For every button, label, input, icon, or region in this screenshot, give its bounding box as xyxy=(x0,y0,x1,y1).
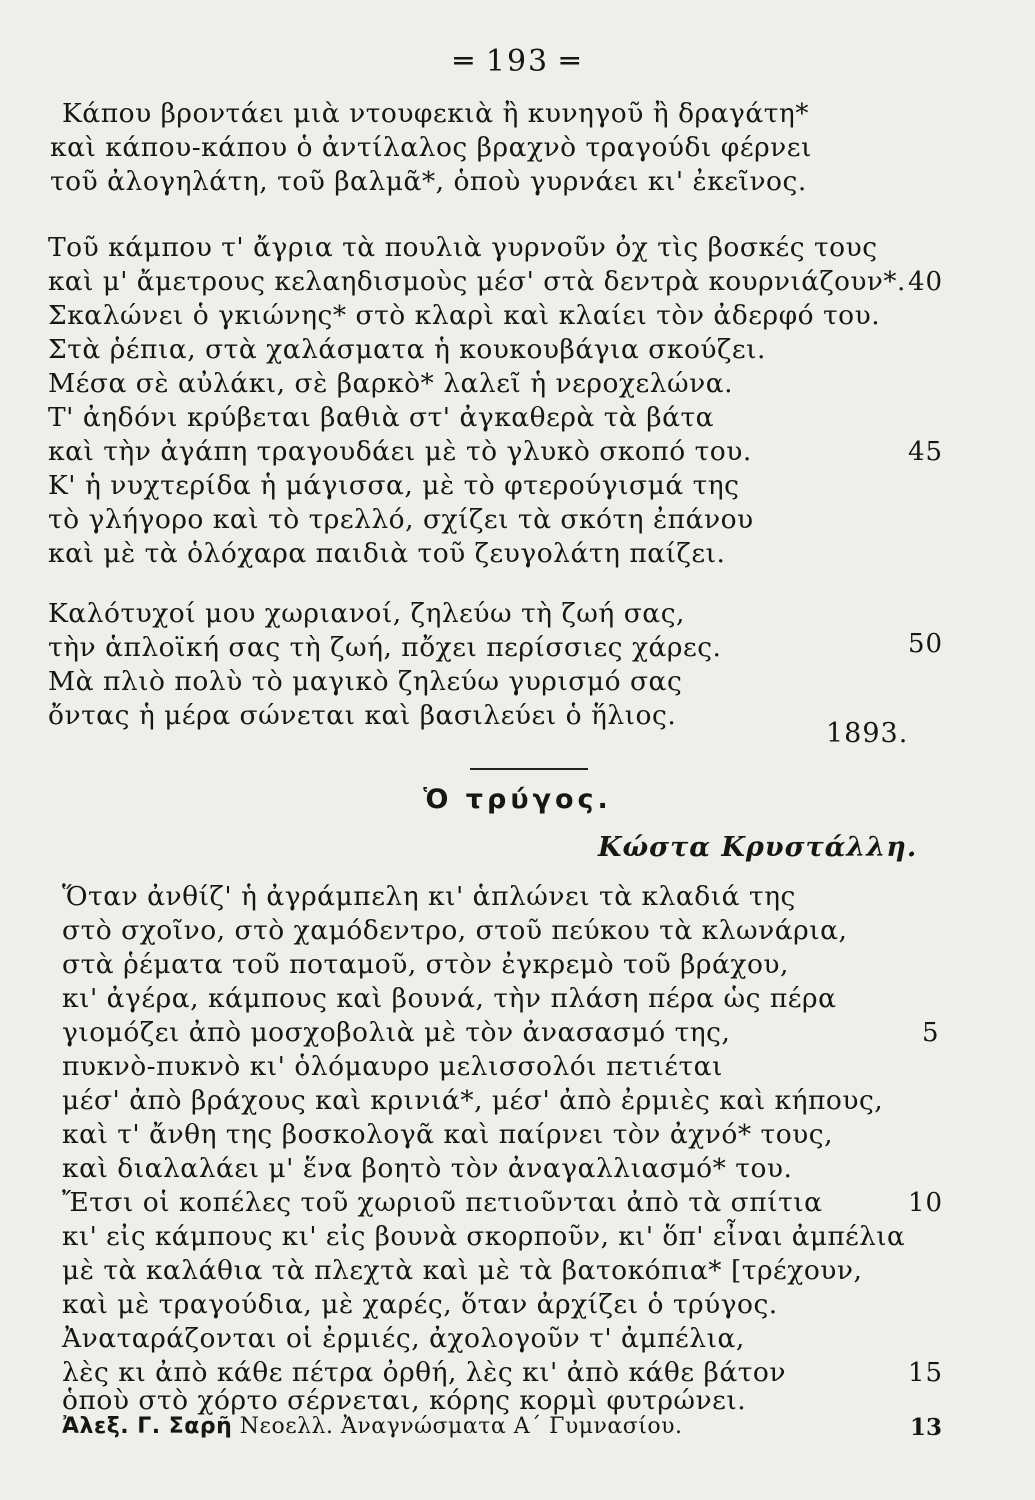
verse-line: Κ' ἡ νυχτερίδα ἡ μάγισσα, μὲ τὸ φτερούγισμά της xyxy=(48,470,740,501)
line-number: 45 xyxy=(908,437,944,467)
poem-author: Κώστα Κρυστάλλη. xyxy=(598,832,918,863)
verse-line: καὶ κάπου-κάπου ὁ ἀντίλαλος βραχνὸ τραγούδι φέρνει xyxy=(50,132,812,163)
verse-line: καὶ διαλαλάει μ' ἕνα βοητὸ τὸν ἀναγαλλιασμό* του. xyxy=(62,1153,793,1184)
verse-line: μέσ' ἀπὸ βράχους καὶ κρινιά*, μέσ' ἀπὸ ἐρμιὲς καὶ κήπους, xyxy=(62,1085,884,1116)
verse-line: Στὰ ῥέπια, στὰ χαλάσματα ἡ κουκουβάγια σκούζει. xyxy=(48,334,766,365)
verse-line: καὶ τ' ἄνθη της βοσκολογᾶ καὶ παίρνει τὸν ἀχνό* τους, xyxy=(62,1119,834,1150)
line-number: 15 xyxy=(908,1358,944,1388)
verse-line: τὸ γλήγορο καὶ τὸ τρελλό, σχίζει τὰ σκότη ἐπάνου xyxy=(48,504,754,535)
verse-line: καὶ μὲ τὰ ὁλόχαρα παιδιὰ τοῦ ζευγολάτη παίζει. xyxy=(48,538,726,569)
verse-line: λὲς κι ἀπὸ κάθε πέτρα ὀρθή, λὲς κι' ἀπὸ κάθε βάτον xyxy=(62,1357,786,1388)
line-number: 5 xyxy=(922,1018,940,1048)
verse-line: Σκαλώνει ὁ γκιώνης* στὸ κλαρὶ καὶ κλαίει τὸν ἀδερφό του. xyxy=(48,300,881,331)
verse-line: καὶ τὴν ἀγάπη τραγουδάει μὲ τὸ γλυκὸ σκοπό του. xyxy=(48,436,752,467)
page-number: ═ 193 ═ xyxy=(454,44,581,79)
verse-line: καὶ μὲ τραγούδια, μὲ χαρές, ὅταν ἀρχίζει ὁ τρύγος. xyxy=(62,1289,778,1320)
page-footer xyxy=(62,1414,683,1439)
verse-line: κι' εἰς κάμπους κι' εἰς βουνὰ σκορποῦν, κι' ὅπ' εἶναι ἀμπέλια xyxy=(62,1221,906,1252)
verse-line: Τ' ἀηδόνι κρύβεται βαθιὰ στ' ἀγκαθερὰ τὰ βάτα xyxy=(48,402,715,433)
verse-line: Μὰ πλιὸ πολὺ τὸ μαγικὸ ζηλεύω γυρισμό σας xyxy=(48,666,683,697)
line-number: 40 xyxy=(908,267,944,297)
verse-line: τὴν ἁπλοϊκή σας τὴ ζωή, πὄχει περίσσιες χάρες. xyxy=(48,632,722,663)
verse-line: τοῦ ἀλογηλάτη, τοῦ βαλμᾶ*, ὁποὺ γυρνάει κι' ἐκεῖνος. xyxy=(50,166,807,197)
footer-author: Ἀλεξ. Γ. Σαρῆ xyxy=(62,1414,233,1439)
verse-line: πυκνὸ-πυκνὸ κι' ὁλόμαυρο μελισσολόι πετιέται xyxy=(62,1051,723,1082)
verse-line: στὸ σχοῖνο, στὸ χαμόδεντρο, στοῦ πεύκου τὰ κλωνάρια, xyxy=(62,915,848,946)
verse-line: ὄντας ἡ μέρα σώνεται καὶ βασιλεύει ὁ ἥλιος. xyxy=(48,700,677,731)
line-number: 50 xyxy=(908,629,944,659)
poem-date: 1893. xyxy=(826,718,909,749)
signature-number: 13 xyxy=(910,1414,943,1441)
verse-line: ὁποὺ στὸ χόρτο σέρνεται, κόρης κορμὶ φυτρώνει. xyxy=(62,1385,747,1416)
verse-line: καὶ μ' ἄμετρους κελαηδισμοὺς μέσ' στὰ δεντρὰ κουρνιάζουν*. xyxy=(48,266,906,297)
verse-line: Μέσα σὲ αὐλάκι, σὲ βαρκὸ* λαλεῖ ἡ νεροχελώνα. xyxy=(48,368,734,399)
verse-line: Ἔτσι οἱ κοπέλες τοῦ χωριοῦ πετιοῦνται ἀπὸ τὰ σπίτια xyxy=(62,1187,823,1218)
line-number: 10 xyxy=(908,1188,944,1218)
verse-line: Καλότυχοί μου χωριανοί, ζηλεύω τὴ ζωή σας, xyxy=(48,598,685,629)
verse-line: κι' ἀγέρα, κάμπους καὶ βουνά, τὴν πλάση πέρα ὡς πέρα xyxy=(62,983,837,1014)
verse-line: Τοῦ κάμπου τ' ἄγρια τὰ πουλιὰ γυρνοῦν ὀχ τὶς βοσκές τους xyxy=(48,232,878,263)
verse-line: Ἀναταράζονται οἱ ἐρμιές, ἀχολογοῦν τ' ἀμπέλια, xyxy=(62,1323,745,1354)
footer-book-title: Νεοελλ. Ἀναγνώσματα Α΄ Γυμνασίου. xyxy=(239,1414,683,1439)
verse-line: γιομόζει ἀπὸ μοσχοβολιὰ μὲ τὸν ἀνασασμό της, xyxy=(62,1017,731,1048)
verse-line: Ὅταν ἀνθίζ' ἡ ἀγράμπελη κι' ἁπλώνει τὰ κλαδιά της xyxy=(62,881,796,912)
verse-line: μὲ τὰ καλάθια τὰ πλεχτὰ καὶ μὲ τὰ βατοκόπια* [τρέχουν, xyxy=(62,1255,863,1286)
verse-line: στὰ ῥέματα τοῦ ποταμοῦ, στὸν ἐγκρεμὸ τοῦ βράχου, xyxy=(62,949,789,980)
section-divider xyxy=(470,768,588,770)
verse-line: Κάπου βροντάει μιὰ ντουφεκιὰ ἢ κυνηγοῦ ἢ δραγάτη* xyxy=(62,98,810,129)
poem-title: Ὁ τρύγος. xyxy=(423,784,612,815)
